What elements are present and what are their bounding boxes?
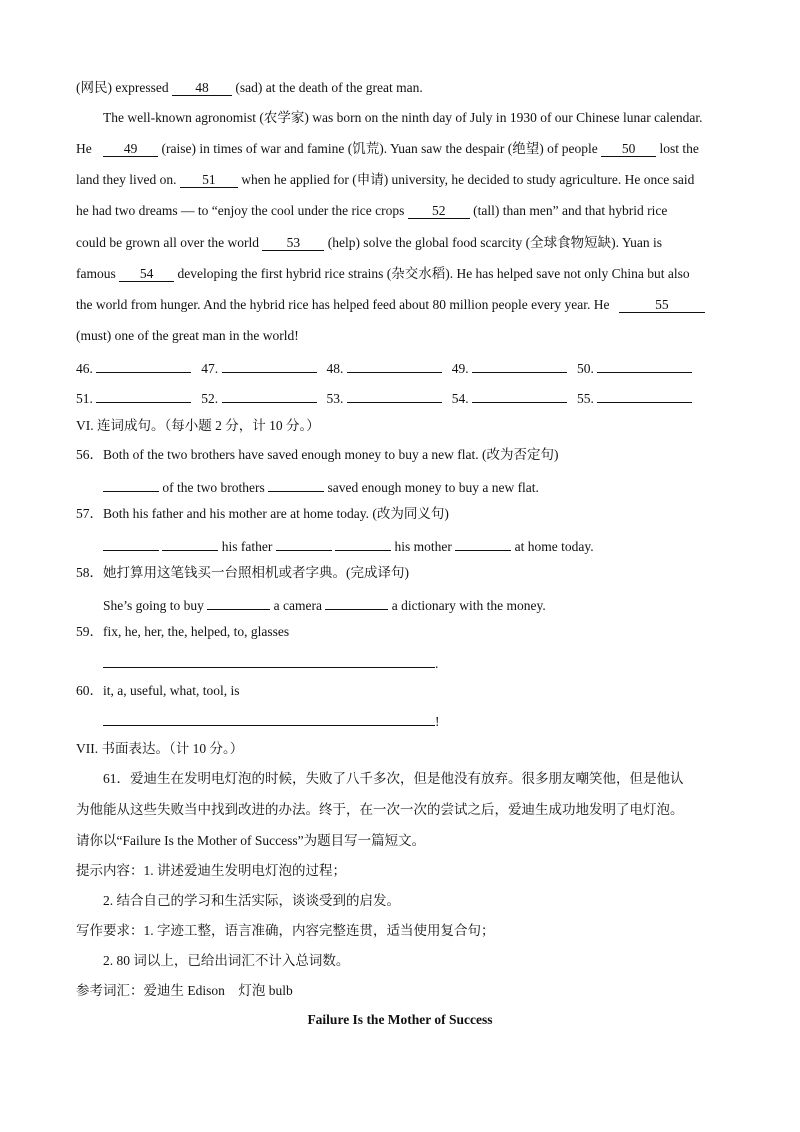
blank-49[interactable]: 49 xyxy=(103,141,158,157)
blank-51[interactable]: 51 xyxy=(180,172,238,188)
q60-answer-line[interactable] xyxy=(103,711,435,726)
blank-53[interactable]: 53 xyxy=(262,235,324,251)
question-58: 58．她打算用这笔钱买一台照相机或者字典。(完成译句) xyxy=(76,565,409,580)
passage-line-3: He 49 (raise) in times of war and famine (饥荒). Yuan saw the despair (绝望) of people 50 lost the xyxy=(76,141,699,156)
question-59-answer: . xyxy=(103,653,438,673)
passage-line-9: (must) one of the great man in the world! xyxy=(76,328,299,343)
question-56: 56．Both of the two brothers have saved enough money to buy a new flat. (改为否定句) xyxy=(76,447,559,462)
answer-row-2: 51. 52. 53. 54. 55. xyxy=(76,388,702,408)
passage-line-6: could be grown all over the world 53 (help) solve the global food scarcity (全球食物短缺). Yuan is xyxy=(76,235,663,250)
blank-52[interactable]: 52 xyxy=(408,203,470,219)
answer-blank-46[interactable] xyxy=(96,358,191,373)
question-57: 57．Both his father and his mother are at home today. (改为同义句) xyxy=(76,506,449,521)
writing-prompt-line-2: 为他能从这些失败当中找到改进的办法。终于，在一次一次的尝试之后，爱迪生成功地发明了电灯泡。 xyxy=(76,802,684,817)
essay-title: Failure Is the Mother of Success xyxy=(307,1012,493,1027)
q56-blank-1[interactable] xyxy=(103,476,159,492)
q58-blank-1[interactable] xyxy=(207,594,270,610)
section-7-heading: VII. 书面表达。（计 10 分。） xyxy=(76,741,244,756)
answer-blank-49[interactable] xyxy=(472,358,567,373)
hint-line-1: 提示内容：1. 讲述爱迪生发明电灯泡的过程； xyxy=(76,863,346,878)
q56-blank-2[interactable] xyxy=(268,476,324,492)
answer-blank-51[interactable] xyxy=(96,388,191,403)
question-60-answer: ! xyxy=(103,711,440,731)
answer-blank-48[interactable] xyxy=(347,358,442,373)
answer-blank-52[interactable] xyxy=(222,388,317,403)
q57-blank-4[interactable] xyxy=(335,535,391,551)
requirement-line-2: 2. 80 词以上，已给出词汇不计入总词数。 xyxy=(103,953,350,968)
passage-line-1: (网民) expressed 48 (sad) at the death of the great man. xyxy=(76,80,423,95)
answer-blank-53[interactable] xyxy=(347,388,442,403)
blank-50[interactable]: 50 xyxy=(601,141,656,157)
passage-line-5: he had two dreams — to “enjoy the cool under the rice crops 52 (tall) than men” and that hybrid rice xyxy=(76,203,668,218)
question-60: 60．it, a, useful, what, tool, is xyxy=(76,683,240,698)
requirement-line-1: 写作要求：1. 字迹工整，语言准确，内容完整连贯，适当使用复合句； xyxy=(76,923,495,938)
answer-blank-50[interactable] xyxy=(597,358,692,373)
passage-line-8: the world from hunger. And the hybrid rice has helped feed about 80 million people every year. He 55 xyxy=(76,296,705,314)
writing-prompt-line-3: 请你以“Failure Is the Mother of Success”为题目写一篇短文。 xyxy=(76,833,426,848)
passage-line-4: land they lived on. 51 when he applied for (申请) university, he decided to study agriculture. He once said xyxy=(76,172,695,187)
answer-blank-55[interactable] xyxy=(597,388,692,403)
q57-blank-2[interactable] xyxy=(162,535,218,551)
question-58-answer: She’s going to buy a camera a dictionary with the money. xyxy=(103,594,546,615)
q59-answer-line[interactable] xyxy=(103,653,435,668)
question-57-answer: his father his mother at home today. xyxy=(103,535,594,556)
answer-blank-54[interactable] xyxy=(472,388,567,403)
blank-54[interactable]: 54 xyxy=(119,266,174,282)
q57-blank-1[interactable] xyxy=(103,535,159,551)
vocabulary-line: 参考词汇：爱迪生 Edison 灯泡 bulb xyxy=(76,983,293,998)
question-59: 59．fix, he, her, the, helped, to, glasses xyxy=(76,624,290,639)
section-6-heading: VI. 连词成句。（每小题 2 分，计 10 分。） xyxy=(76,418,320,433)
answer-row-1: 46. 47. 48. 49. 50. xyxy=(76,358,702,378)
question-56-answer: of the two brothers saved enough money to buy a new flat. xyxy=(103,476,539,497)
passage-line-2: The well-known agronomist (农学家) was born on the ninth day of July in 1930 of our Chinese lunar calendar. xyxy=(103,110,703,125)
q58-blank-2[interactable] xyxy=(325,594,388,610)
q57-blank-3[interactable] xyxy=(276,535,332,551)
blank-55[interactable]: 55 xyxy=(619,297,705,313)
answer-blank-47[interactable] xyxy=(222,358,317,373)
blank-48[interactable]: 48 xyxy=(172,80,232,96)
hint-line-2: 2. 结合自己的学习和生活实际，谈谈受到的启发。 xyxy=(103,893,400,908)
passage-line-7: famous 54 developing the first hybrid rice strains (杂交水稻). He has helped save not only China but also xyxy=(76,266,690,281)
writing-prompt-line-1: 61．爱迪生在发明电灯泡的时候，失败了八千多次，但是他没有放弃。很多朋友嘲笑他，但是他认 xyxy=(103,771,684,786)
q57-blank-5[interactable] xyxy=(455,535,511,551)
